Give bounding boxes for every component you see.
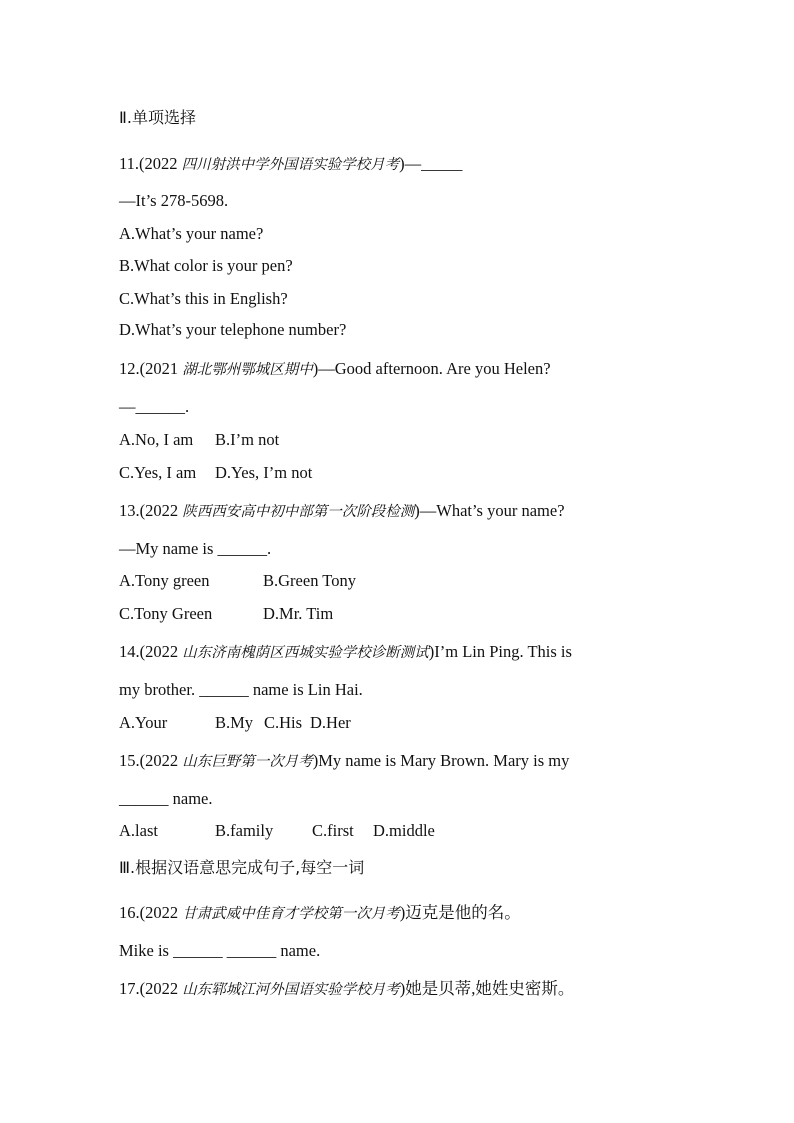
- question-source: 湖北鄂州鄂城区期中: [182, 362, 313, 378]
- question-11-option-a: A.What’s your name?: [119, 224, 264, 243]
- question-number: 12.(2021: [119, 359, 179, 378]
- question-12-option-b: B.I’m not: [215, 430, 280, 449]
- question-source: 山东郓城江河外国语实验学校月考: [182, 982, 400, 998]
- question-12-option-a: A.No, I am: [119, 430, 194, 449]
- question-number: 15.(2022: [119, 751, 179, 770]
- question-source: 山东济南槐荫区西城实验学校诊断测试: [182, 645, 429, 661]
- question-17-stem: [119, 979, 574, 1000]
- question-15-option-c: C.first: [312, 821, 354, 840]
- question-source: 甘肃武威中佳育才学校第一次月考: [182, 906, 400, 922]
- question-13-options-row-1: [119, 571, 356, 591]
- question-source: 山东巨野第一次月考: [182, 754, 313, 770]
- question-11-option-c: C.What’s this in English?: [119, 289, 288, 308]
- question-15-option-b: B.family: [215, 821, 274, 840]
- question-14-stem-continued: my brother. ______ name is Lin Hai.: [119, 680, 363, 699]
- question-12-options-row-1: [119, 430, 279, 450]
- question-14-option-c: C.His: [264, 713, 303, 732]
- question-11-answer-line: —It’s 278-5698.: [119, 191, 229, 210]
- question-13-option-a: A.Tony green: [119, 571, 210, 590]
- question-12-option-c: C.Yes, I am: [119, 463, 197, 482]
- question-13-option-d: D.Mr. Tim: [263, 604, 334, 623]
- question-14-option-a: A.Your: [119, 713, 168, 732]
- question-text: )迈克是他的名。: [399, 903, 521, 922]
- question-11-option-b: B.What color is your pen?: [119, 256, 293, 275]
- question-15-stem-continued: ______ name.: [119, 789, 213, 808]
- question-15-options: [119, 821, 435, 841]
- question-text: )I’m Lin Ping. This is: [428, 642, 572, 661]
- question-12-answer-line: —______.: [119, 397, 190, 416]
- question-12-option-d: D.Yes, I’m not: [215, 463, 313, 482]
- question-number: 11.(2022: [119, 154, 178, 173]
- question-text: )My name is Mary Brown. Mary is my: [312, 751, 570, 770]
- question-12-options-row-2: [119, 463, 312, 483]
- question-14-options: [119, 713, 351, 733]
- question-15-stem: [119, 751, 569, 772]
- question-number: 16.(2022: [119, 903, 179, 922]
- question-13-options-row-2: [119, 604, 333, 624]
- question-11-stem: [119, 154, 462, 175]
- question-15-option-a: A.last: [119, 821, 158, 840]
- question-text: )—Good afternoon. Are you Helen?: [312, 359, 551, 378]
- question-number: 14.(2022: [119, 642, 179, 661]
- section-heading-complete-sentences: Ⅲ.根据汉语意思完成句子,每空一词: [119, 858, 365, 877]
- question-16-stem: [119, 903, 521, 924]
- question-12-stem: [119, 359, 551, 380]
- question-source: 陕西西安高中初中部第一次阶段检测: [182, 504, 415, 520]
- question-15-option-d: D.middle: [373, 821, 435, 840]
- question-14-option-b: B.My: [215, 713, 254, 732]
- question-11-option-d: D.What’s your telephone number?: [119, 320, 347, 339]
- question-text: )她是贝蒂,她姓史密斯。: [399, 979, 575, 998]
- question-14-option-d: D.Her: [310, 713, 351, 732]
- section-heading-multiple-choice: Ⅱ.单项选择: [119, 108, 196, 127]
- question-text: )—What’s your name?: [414, 501, 565, 520]
- question-14-stem: [119, 642, 572, 663]
- question-13-stem: [119, 501, 565, 522]
- question-13-option-b: B.Green Tony: [263, 571, 356, 590]
- question-number: 17.(2022: [119, 979, 179, 998]
- question-13-answer-line: —My name is ______.: [119, 539, 272, 558]
- question-13-option-c: C.Tony Green: [119, 604, 213, 623]
- question-16-answer-line: Mike is ______ ______ name.: [119, 941, 321, 960]
- question-number: 13.(2022: [119, 501, 179, 520]
- question-source: 四川射洪中学外国语实验学校月考: [181, 157, 400, 173]
- question-text: )—_____: [399, 154, 463, 173]
